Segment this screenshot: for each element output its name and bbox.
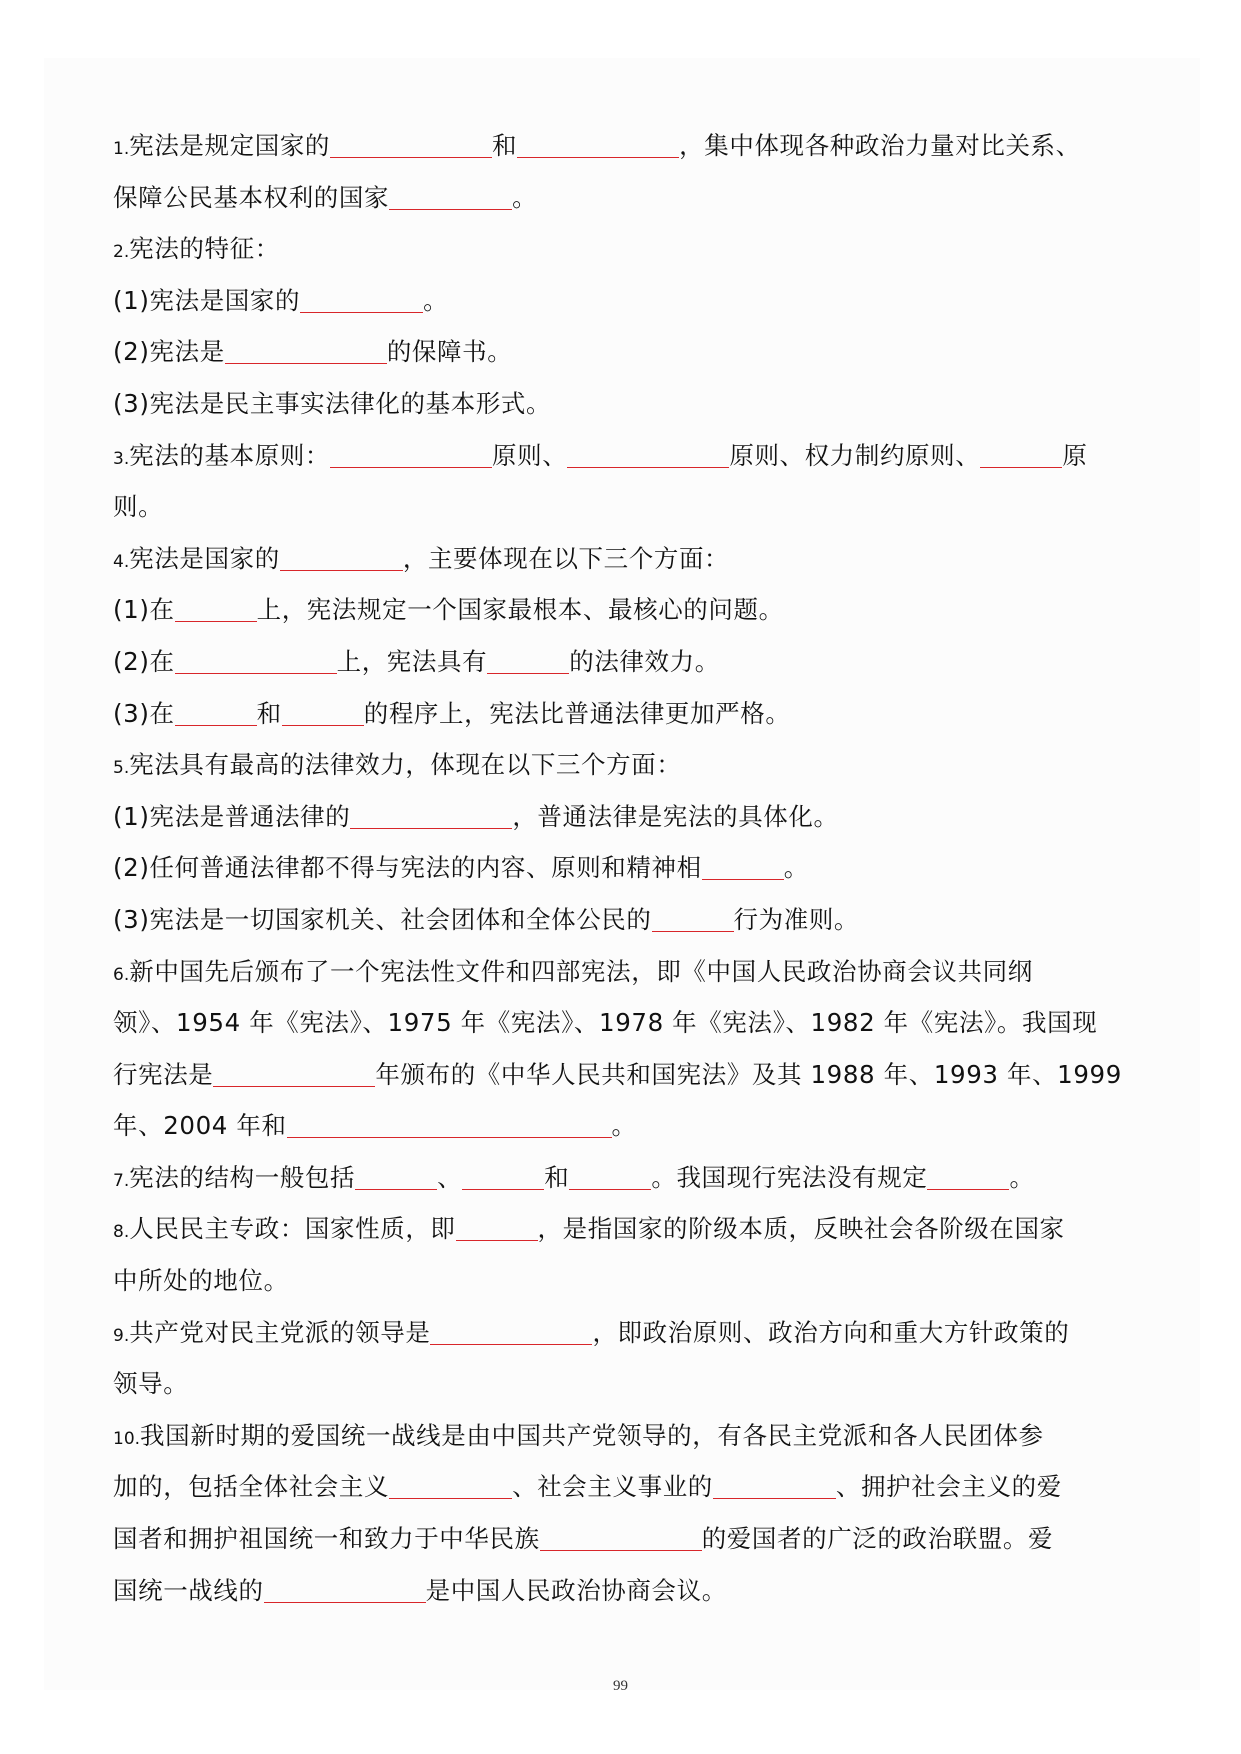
text-segment: 、 xyxy=(437,1162,463,1192)
text-segment: (2)宪法是 xyxy=(113,337,225,367)
fill-in-blank[interactable] xyxy=(350,798,512,829)
fill-in-blank[interactable] xyxy=(280,540,403,571)
text-segment: 上，宪法具有 xyxy=(336,646,488,676)
text-line xyxy=(113,636,1133,688)
text-segment: 原则、 xyxy=(492,440,568,470)
text-line xyxy=(113,584,1133,636)
text-segment: 上，宪法规定一个国家最根本、最核心的问题。 xyxy=(256,595,784,625)
page-number: 99 xyxy=(613,1678,628,1694)
text-segment: 。 xyxy=(512,182,538,212)
fill-in-blank[interactable] xyxy=(456,1210,538,1241)
text-line xyxy=(113,894,1133,946)
text-line xyxy=(113,1152,1133,1204)
question-number: 1. xyxy=(113,139,130,159)
text-segment: 国统一战线的 xyxy=(113,1575,264,1605)
fill-in-blank[interactable] xyxy=(330,437,492,468)
fill-in-blank[interactable] xyxy=(540,1520,702,1551)
fill-in-blank[interactable] xyxy=(264,1572,426,1603)
question-number: 5. xyxy=(113,758,130,779)
text-segment: 、拥护社会主义的爱 xyxy=(835,1472,1062,1502)
text-line xyxy=(113,791,1133,843)
text-line xyxy=(113,481,1133,533)
text-line xyxy=(113,1100,1133,1152)
text-segment: 新中国先后颁布了一个宪法性文件和四部宪法，即《中国人民政治协商会议共同纲 xyxy=(129,956,1033,986)
text-segment: 国者和拥护祖国统一和致力于中华民族 xyxy=(113,1524,540,1554)
text-segment: 。 xyxy=(783,853,809,883)
text-segment: 领》、1954 年《宪法》、1975 年《宪法》、1978 年《宪法》、1982 年《宪法》。我国现 xyxy=(113,1008,1098,1038)
text-segment: 保障公民基本权利的国家 xyxy=(113,182,390,212)
text-segment: 的法律效力。 xyxy=(569,646,720,676)
text-segment: 年颁布的《中华人民共和国宪法》及其 1988 年、1993 年、1999 xyxy=(375,1059,1122,1089)
text-segment: 宪法是规定国家的 xyxy=(129,131,331,160)
question-number: 8. xyxy=(113,1222,130,1243)
fill-in-blank[interactable] xyxy=(487,643,569,674)
text-line xyxy=(113,1410,1133,1462)
text-segment: 的爱国者的广泛的政治联盟。爱 xyxy=(701,1524,1054,1554)
text-line xyxy=(113,1203,1133,1255)
text-segment: 行宪法是 xyxy=(113,1059,214,1089)
text-segment: 加的，包括全体社会主义 xyxy=(113,1472,390,1502)
text-segment: (1)宪法是国家的 xyxy=(113,285,301,315)
text-segment: 原 xyxy=(1062,440,1088,470)
fill-in-blank[interactable] xyxy=(567,437,729,468)
text-segment: (3)宪法是一切国家机关、社会团体和全体公民的 xyxy=(113,904,652,934)
text-line xyxy=(113,997,1133,1049)
text-line xyxy=(113,1358,1133,1410)
text-segment: (1)在 xyxy=(113,595,175,625)
text-segment: (1)宪法是普通法律的 xyxy=(113,801,351,831)
fill-in-blank[interactable] xyxy=(389,179,512,210)
text-line xyxy=(113,120,1133,172)
fill-in-blank[interactable] xyxy=(713,1468,836,1499)
text-segment: 、社会主义事业的 xyxy=(512,1472,713,1502)
fill-in-blank[interactable] xyxy=(702,849,784,880)
text-line xyxy=(113,275,1133,327)
fill-in-blank[interactable] xyxy=(462,1159,544,1190)
question-number: 6. xyxy=(113,964,130,985)
text-line xyxy=(113,326,1133,378)
text-segment: (2)在 xyxy=(113,646,175,676)
text-line xyxy=(113,533,1133,585)
text-line xyxy=(113,430,1133,482)
question-number: 2. xyxy=(113,242,130,263)
fill-in-blank[interactable] xyxy=(569,1159,651,1190)
text-segment: (3)在 xyxy=(113,698,175,728)
fill-in-blank[interactable] xyxy=(213,1056,375,1087)
text-segment: 宪法的基本原则： xyxy=(129,440,331,470)
text-segment: 和 xyxy=(256,698,282,728)
text-segment: 宪法具有最高的法律效力，体现在以下三个方面： xyxy=(129,750,682,780)
fill-in-blank[interactable] xyxy=(282,695,364,726)
text-segment: 。我国现行宪法没有规定 xyxy=(651,1162,928,1192)
text-segment: 和 xyxy=(492,131,518,160)
text-segment: 宪法的结构一般包括 xyxy=(129,1162,356,1192)
text-segment: 中所处的地位。 xyxy=(113,1266,289,1296)
text-segment: 我国新时期的爱国统一战线是由中国共产党领导的，有各民主党派和各人民团体参 xyxy=(140,1420,1044,1450)
text-segment: 人民民主专政：国家性质，即 xyxy=(129,1214,456,1244)
text-line xyxy=(113,688,1133,740)
text-line xyxy=(113,1461,1133,1513)
text-segment: 的保障书。 xyxy=(386,337,513,367)
fill-in-blank[interactable] xyxy=(517,127,679,158)
worksheet-body xyxy=(113,120,1133,1616)
text-segment: 领导。 xyxy=(113,1369,189,1399)
text-segment: ，主要体现在以下三个方面： xyxy=(402,543,730,573)
fill-in-blank[interactable] xyxy=(652,901,734,932)
question-number: 10. xyxy=(113,1428,141,1449)
text-line xyxy=(113,378,1133,430)
text-line xyxy=(113,739,1133,791)
fill-in-blank[interactable] xyxy=(980,437,1062,468)
text-segment: 宪法的特征： xyxy=(129,234,280,264)
fill-in-blank[interactable] xyxy=(175,695,257,726)
text-segment: ，是指国家的阶级本质，反映社会各阶级在国家 xyxy=(537,1214,1065,1244)
fill-in-blank[interactable] xyxy=(927,1159,1009,1190)
fill-in-blank[interactable] xyxy=(175,643,337,674)
fill-in-blank[interactable] xyxy=(287,1107,612,1138)
text-line xyxy=(113,1513,1133,1565)
text-line xyxy=(113,223,1133,275)
text-line xyxy=(113,1307,1133,1359)
text-line xyxy=(113,1049,1133,1101)
text-line xyxy=(113,172,1133,224)
text-segment: 则。 xyxy=(113,492,164,522)
fill-in-blank[interactable] xyxy=(355,1159,437,1190)
fill-in-blank[interactable] xyxy=(175,591,257,622)
text-segment: 的程序上，宪法比普通法律更加严格。 xyxy=(363,698,791,728)
text-segment: ，集中体现各种政治力量对比关系、 xyxy=(679,131,1081,160)
question-number: 4. xyxy=(113,551,130,572)
text-segment: 是中国人民政治协商会议。 xyxy=(425,1575,727,1605)
fill-in-blank[interactable] xyxy=(330,127,492,158)
question-number: 9. xyxy=(113,1325,130,1346)
text-segment: 。 xyxy=(611,1111,637,1141)
text-line xyxy=(113,842,1133,894)
text-segment: (2)任何普通法律都不得与宪法的内容、原则和精神相 xyxy=(113,853,702,883)
text-segment: 。 xyxy=(423,285,449,315)
fill-in-blank[interactable] xyxy=(389,1468,512,1499)
fill-in-blank[interactable] xyxy=(300,282,423,313)
text-segment: 年、2004 年和 xyxy=(113,1111,287,1141)
text-segment: (3)宪法是民主事实法律化的基本形式。 xyxy=(113,388,552,418)
text-segment: 行为准则。 xyxy=(733,904,860,934)
text-segment: 原则、权力制约原则、 xyxy=(729,440,981,470)
text-segment: 。 xyxy=(1009,1162,1035,1192)
text-segment: ，即政治原则、政治方向和重大方针政策的 xyxy=(592,1317,1070,1347)
text-segment: ，普通法律是宪法的具体化。 xyxy=(512,801,839,831)
fill-in-blank[interactable] xyxy=(225,333,387,364)
fill-in-blank[interactable] xyxy=(430,1314,592,1345)
text-segment: 和 xyxy=(544,1162,570,1192)
question-number: 3. xyxy=(113,448,130,469)
text-segment: 共产党对民主党派的领导是 xyxy=(129,1317,431,1347)
text-line xyxy=(113,1255,1133,1307)
text-line xyxy=(113,1565,1133,1617)
text-line xyxy=(113,946,1133,998)
question-number: 7. xyxy=(113,1170,130,1191)
text-segment: 宪法是国家的 xyxy=(129,543,280,573)
